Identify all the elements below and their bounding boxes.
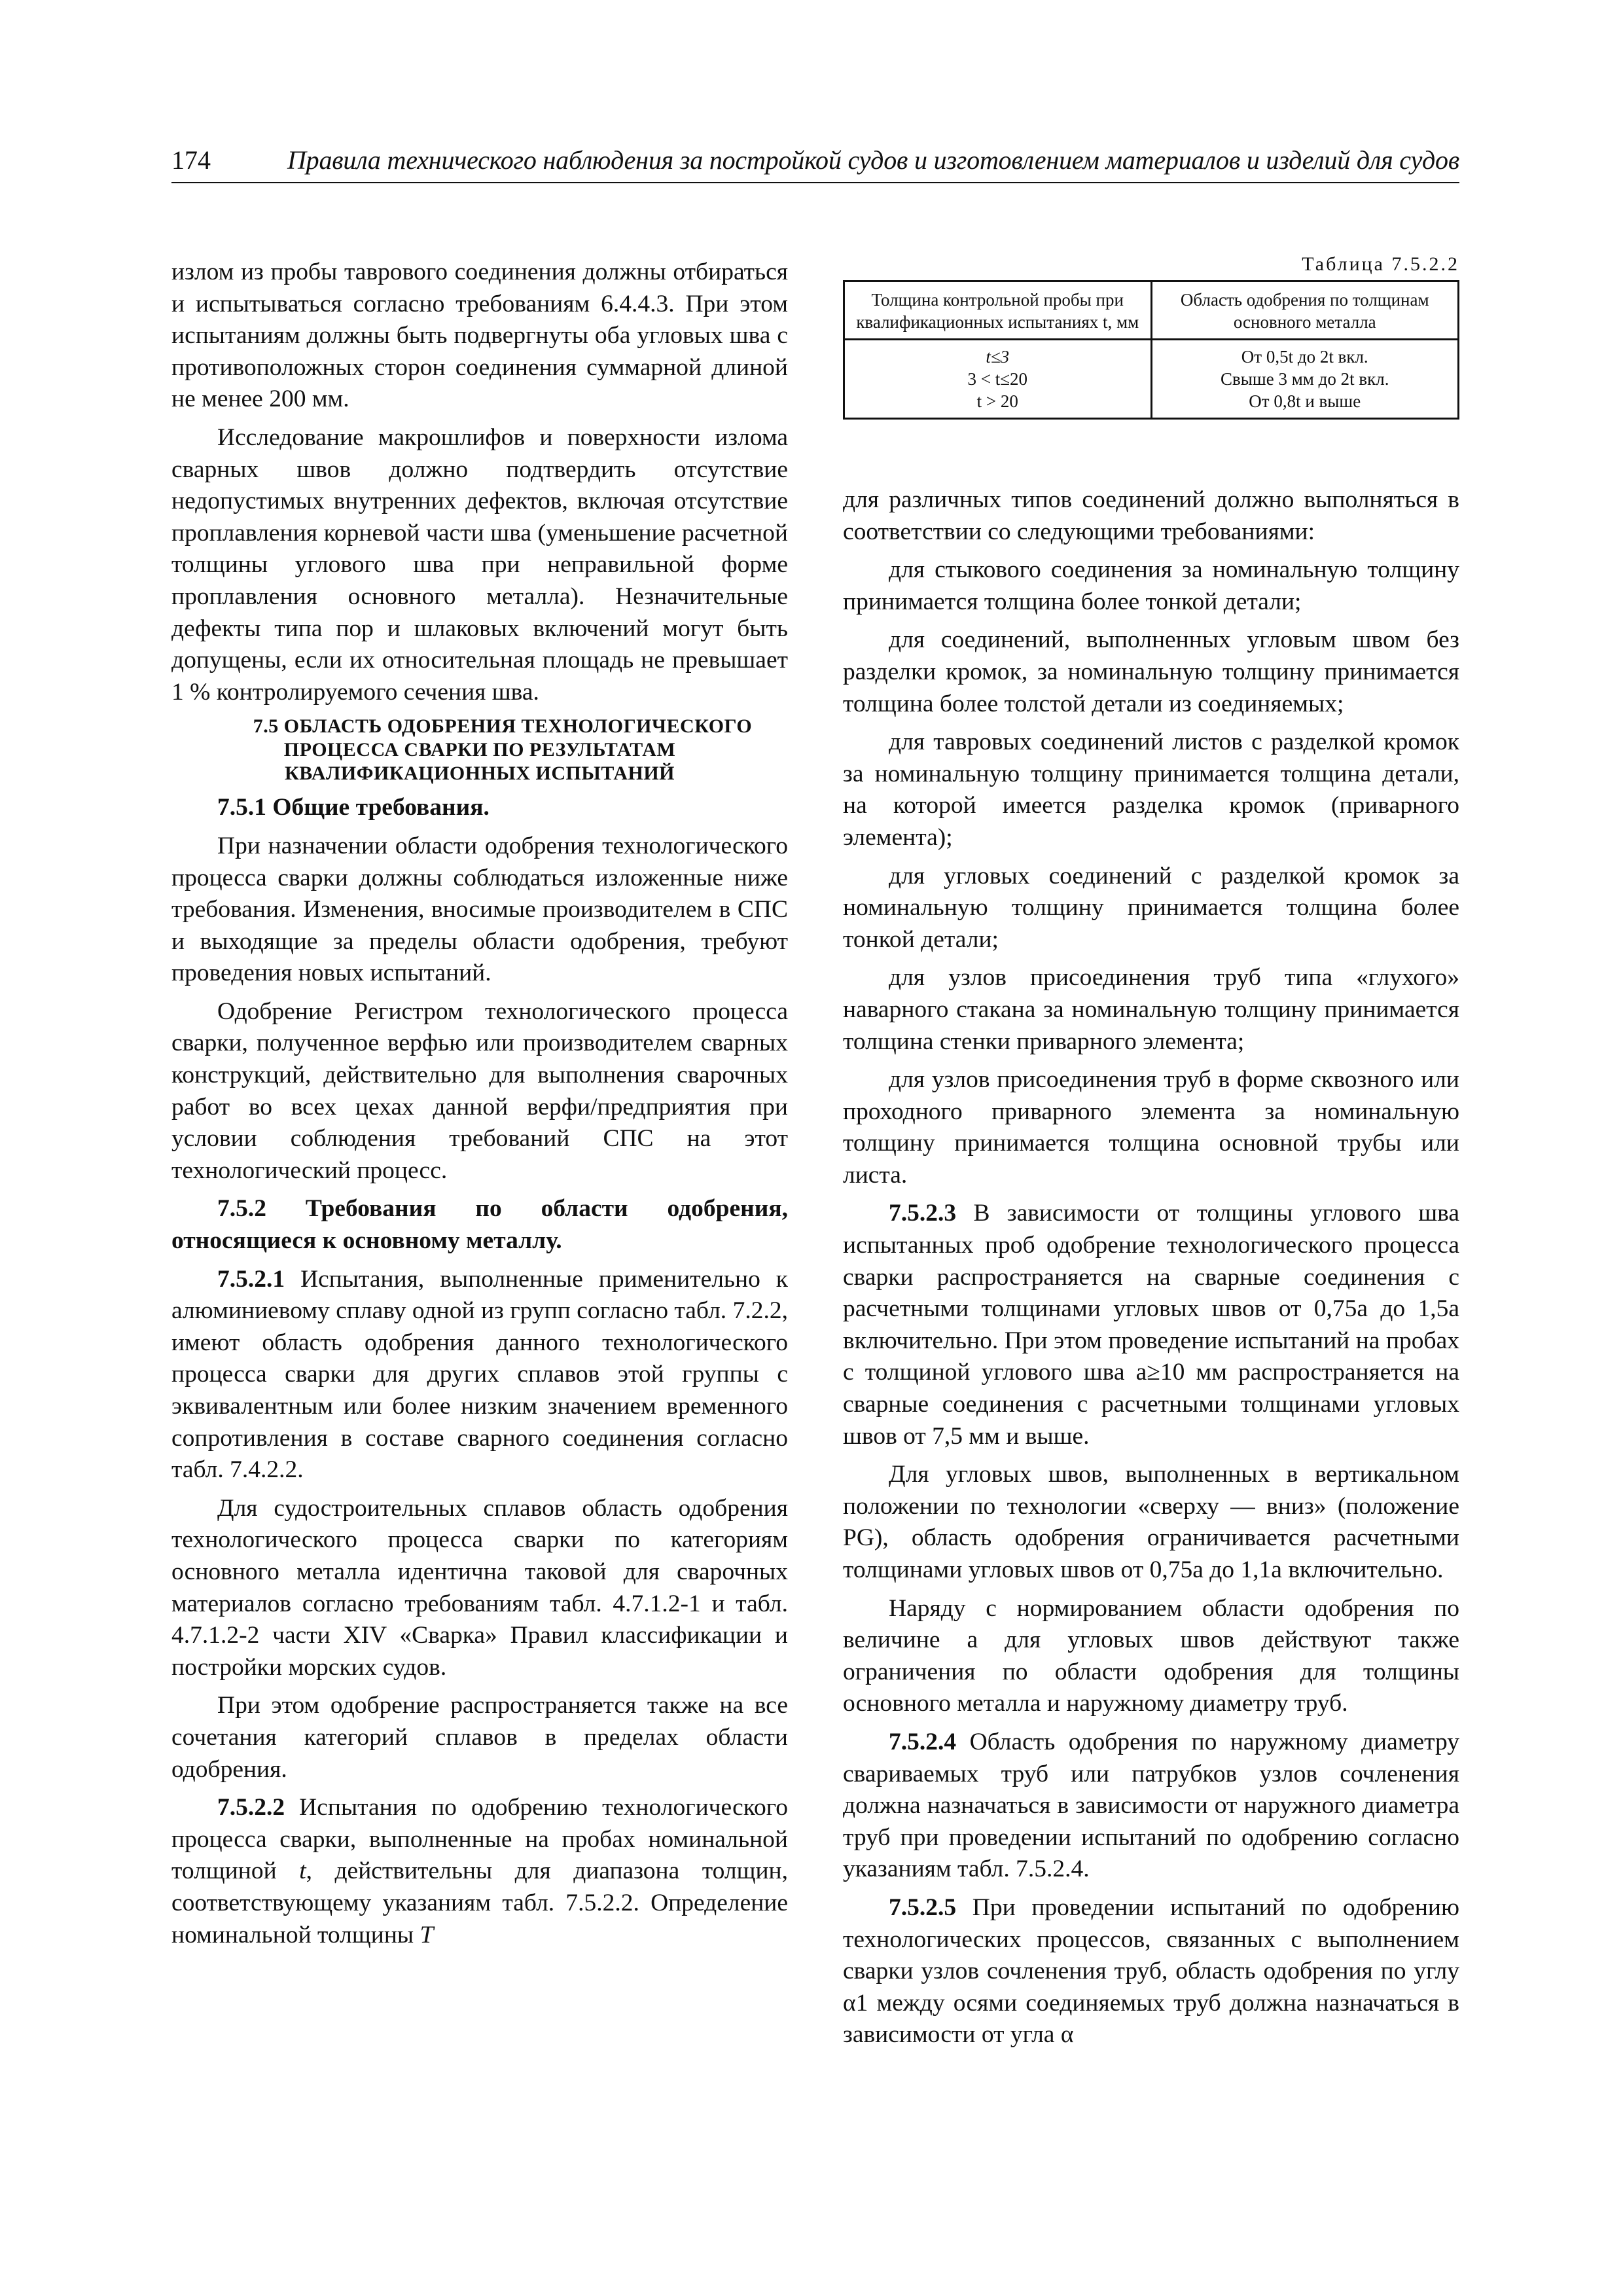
table-cell-line: От 0,8t и выше bbox=[1249, 391, 1361, 411]
left-column bbox=[171, 257, 788, 1951]
clause-text: Испытания по одобрению технологического процесса сварки, выполненные на пробах номинальной толщиной bbox=[171, 1794, 788, 1885]
table-cell bbox=[1151, 340, 1459, 419]
table-header-cell: Область одобрения по толщинам основного металла bbox=[1151, 281, 1459, 340]
page-header bbox=[171, 144, 1459, 183]
table-cell-line: 3 < t≤20 bbox=[967, 369, 1028, 389]
clause-number: 7.5.2.3 bbox=[889, 1200, 957, 1227]
list-item: для угловых соединений с разделкой кромок за номинальную толщину принимается толщина более тонкой детали; bbox=[843, 862, 1459, 953]
subsection-heading-7-5-1: 7.5.1 Общие требования. bbox=[217, 794, 490, 821]
table-row bbox=[844, 340, 1459, 419]
table-cell-line: t≤3 bbox=[986, 347, 1010, 367]
clause-text: Область одобрения по наружному диаметру свариваемых труб или патрубков узлов сочленения должна назначаться в зависимости от наружного диаметра труб при проведении испытаний по одобрению согласно указаниям табл. 7.5.2.4. bbox=[843, 1728, 1459, 1883]
symbol-t: t bbox=[299, 1857, 306, 1885]
thickness-table bbox=[843, 280, 1459, 420]
table-cell-line: t > 20 bbox=[976, 391, 1018, 411]
list-item: для соединений, выполненных угловым швом без разделки кромок, за номинальную толщину принимается толщина более толстой детали из соединяемых; bbox=[843, 626, 1459, 717]
paragraph: Для судостроительных сплавов область одобрения технологического процесса сварки по категориям основного металла идентична таковой для сварочных материалов согласно требованиям табл. 4.7.1.2-1 и табл. 4.7.1.2-2 части XIV «Сварка» Правил классификации и постройки морских судов. bbox=[171, 1494, 788, 1681]
right-column bbox=[843, 484, 1459, 2051]
running-title: Правила технического наблюдения за постройкой судов и изготовлением материалов и изделий для судов bbox=[287, 145, 1459, 175]
paragraph: Исследование макрошлифов и поверхности излома сварных швов должно подтвердить отсутствие недопустимых внутренних дефектов, включая отсутствие проплавления корневой части шва (уменьшение расчетной толщины углового шва при неправильной форме проплавления основного металла). Незначительные дефекты типа пор и шлаковых включений могут быть допущены, если их относительная площадь не превышает 1 % контролируемого сечения шва. bbox=[171, 423, 788, 706]
paragraph: для различных типов соединений должно выполняться в соответствии со следующими требованиями: bbox=[843, 486, 1459, 545]
paragraph-7-5-2-4 bbox=[843, 1727, 1459, 1886]
table-cell-line: От 0,5t до 2t вкл. bbox=[1241, 347, 1368, 367]
list-item: для узлов присоединения труб типа «глухого» наварного стакана за номинальную толщину принимается толщина стенки приварного элемента; bbox=[843, 964, 1459, 1055]
paragraph-7-5-2-3 bbox=[843, 1198, 1459, 1452]
clause-number: 7.5.2.1 bbox=[217, 1265, 285, 1293]
clause-text: При проведении испытаний по одобрению технологических процессов, связанных с выполнением сварки узлов сочленения труб, область одобрения по углу α1 между осями соединяемых труб должна назначаться в зависимости от угла α bbox=[843, 1893, 1460, 2049]
paragraph-7-5-2-1 bbox=[171, 1264, 788, 1486]
header-rule bbox=[171, 182, 1459, 183]
list-item: для тавровых соединений листов с разделкой кромок за номинальную толщину принимается толщина детали, на которой имеется разделка кромок (приварного элемента); bbox=[843, 728, 1459, 851]
list-item: для стыкового соединения за номинальную толщину принимается толщина более тонкой детали; bbox=[843, 556, 1459, 615]
clause-text: Испытания, выполненные применительно к алюминиевому сплаву одной из групп согласно табл. 7.2.2, имеют область одобрения данного технологического процесса сварки для других сплавов этой группы с эквивалентным или более низким значением временного сопротивления в составе сварного соединения согласно табл. 7.4.2.2. bbox=[171, 1265, 789, 1484]
table-header-cell: Толщина контрольной пробы при квалификационных испытаниях t, мм bbox=[844, 281, 1152, 340]
paragraph: излом из пробы таврового соединения должны отбираться и испытываться согласно требованиям 6.4.4.3. При этом испытаниям должны быть подвергнуты оба угловых шва с противоположных сторон соединения суммарной длиной не менее 200 мм. bbox=[171, 259, 788, 413]
table-header-row bbox=[844, 281, 1459, 340]
clause-number: 7.5.2.4 bbox=[889, 1728, 957, 1755]
paragraph: Для угловых швов, выполненных в вертикальном положении по технологии «сверху — вниз» (положение PG), область одобрения ограничивается расчетными толщинами угловых швов от 0,75a до 1,1a включительно. bbox=[843, 1461, 1459, 1583]
paragraph: При этом одобрение распространяется также на все сочетания категорий сплавов в пределах области одобрения. bbox=[171, 1692, 788, 1783]
clause-number: 7.5.2.5 bbox=[889, 1893, 957, 1921]
symbol-T: T bbox=[419, 1921, 434, 1948]
paragraph: При назначении области одобрения технологического процесса сварки должны соблюдаться изложенные ниже требования. Изменения, вносимые производителем в СПС и выходящие за пределы области одобрения, требуют проведения новых испытаний. bbox=[171, 832, 788, 987]
table-cell-line: Свыше 3 мм до 2t вкл. bbox=[1221, 369, 1389, 389]
paragraph: Наряду с нормированием области одобрения по величине a для угловых швов действуют также ограничения по области одобрения для толщины основного металла и наружному диаметру труб. bbox=[843, 1594, 1459, 1717]
paragraph-7-5-2-2 bbox=[171, 1792, 788, 1951]
clause-number: 7.5.2.2 bbox=[217, 1794, 285, 1821]
clause-text: В зависимости от толщины углового шва испытанных проб одобрение технологического процесса сварки распространяется на сварные соединения с расчетными толщинами угловых швов от 0,75a до 1,5a включительно. При этом проведение испытаний на пробах с толщиной углового шва a≥10 мм распространяется на сварные соединения с расчетными толщинами угловых швов от 7,5 мм и выше. bbox=[843, 1200, 1459, 1450]
section-heading: 7.5 ОБЛАСТЬ ОДОБРЕНИЯ ТЕХНОЛОГИЧЕСКОГО ПРОЦЕССА СВАРКИ ПО РЕЗУЛЬТАТАМ КВАЛИФИКАЦИОННЫХ ИСПЫТАНИЙ bbox=[253, 715, 753, 785]
subsection-heading-7-5-2: 7.5.2 Требования по области одобрения, относящиеся к основному металлу. bbox=[171, 1195, 788, 1255]
table-caption: Таблица 7.5.2.2 bbox=[1302, 253, 1459, 275]
paragraph: Одобрение Регистром технологического процесса сварки, полученное верфью или производителем сварных конструкций, действительно для выполнения сварочных работ во всех цехах данной верфи/предприятия при условии соблюдения требований СПС на этот технологический процесс. bbox=[171, 997, 788, 1184]
clause-text: , действительны для диапазона толщин, соответствующему указаниям табл. 7.5.2.2. Определение номинальной толщины bbox=[171, 1857, 788, 1948]
list-item: для узлов присоединения труб в форме сквозного или проходного приварного элемента за номинальную толщину принимается толщина основной трубы или листа. bbox=[843, 1066, 1459, 1189]
paragraph-7-5-2-5 bbox=[843, 1892, 1459, 2051]
table-cell bbox=[844, 340, 1152, 419]
page-number: 174 bbox=[171, 145, 211, 175]
